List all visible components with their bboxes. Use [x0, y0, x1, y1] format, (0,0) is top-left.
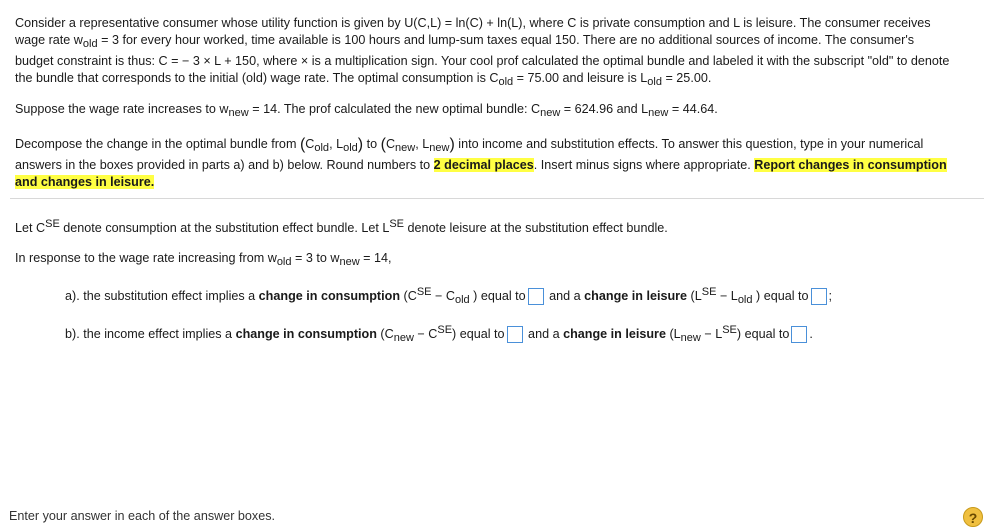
instr-text: C — [385, 137, 396, 151]
paren: ( — [380, 136, 386, 153]
subscript-new: new — [339, 256, 360, 268]
response-text: = 14, — [359, 251, 392, 265]
part-a-text: a). the substitution effect implies a — [65, 289, 259, 303]
subscript-new: new — [395, 142, 416, 154]
answer-box-b-leisure[interactable] — [791, 326, 807, 343]
superscript-se: SE — [437, 324, 453, 336]
intro-text: = 75.00 and leisure is L — [513, 71, 648, 85]
def-text: denote consumption at the substitution effect bundle. Let L — [59, 221, 390, 235]
part-a-text: and a — [545, 289, 585, 303]
help-icon[interactable]: ? — [963, 507, 983, 527]
part-b-bold-leisure: change in leisure — [563, 327, 666, 341]
part-b-bold-consumption: change in consumption — [235, 327, 377, 341]
instr-text: into income and substitution effects. To answer this question, type in your numerical — [454, 137, 924, 151]
answer-box-b-consumption[interactable] — [507, 326, 523, 343]
instr-text: . Insert minus signs where appropriate. — [533, 158, 755, 172]
intro-line-4 — [15, 70, 949, 88]
instr-text: L — [336, 137, 344, 151]
instructions-line-2 — [15, 157, 983, 174]
subscript-new: new — [540, 107, 561, 119]
instr-text: C — [305, 137, 315, 151]
instr-text: , — [329, 137, 337, 151]
def-text: Let C — [15, 221, 46, 235]
superscript-se: SE — [701, 286, 717, 298]
intro-line-1: Consider a representative consumer whose utility function is given by U(C,L) = ln(C) + ln(L), where C is private consumption and L is leisure. The consumer receives — [15, 16, 931, 30]
intro-line-3: budget constraint is thus: C = − 3 × L + 150, where × is a multiplication sign. Your cool prof calculated the optimal bundle and labeled it with the subscript "old" to denote — [15, 54, 950, 68]
paren: ) — [449, 136, 455, 153]
intro-line-2 — [15, 32, 949, 50]
instr-text: L — [422, 137, 430, 151]
part-a-text: − C — [431, 289, 455, 303]
part-a-text: ; — [828, 289, 833, 303]
subscript-old: old — [647, 76, 662, 88]
highlight-decimal-places: 2 decimal places — [433, 158, 534, 172]
highlight-report-changes: Report changes in consumption — [754, 158, 947, 172]
intro-text: = 25.00. — [661, 71, 712, 85]
subscript-old: old — [343, 142, 358, 154]
subscript-old: old — [498, 76, 514, 88]
superscript-se: SE — [722, 324, 737, 336]
part-a-text: ) equal to — [469, 289, 526, 303]
part-b-text: (C — [376, 327, 394, 341]
part-b-text: ) equal to — [452, 327, 505, 341]
part-b — [65, 326, 813, 344]
instr-text: answers in the boxes provided in parts a) and b) below. Round numbers to — [15, 158, 434, 172]
footer-instruction: Enter your answer in each of the answer boxes. — [9, 509, 276, 523]
part-b-text: (L — [665, 327, 681, 341]
subscript-new: new — [393, 332, 414, 344]
instr-text: Decompose the change in the optimal bundle from — [15, 137, 300, 151]
wage-text: Suppose the wage rate increases to w — [15, 102, 229, 116]
superscript-se: SE — [389, 218, 405, 230]
wage-text: = 44.64. — [668, 102, 718, 116]
part-a-text: (C — [400, 289, 417, 303]
highlight-changes-leisure: and changes in leisure. — [15, 175, 155, 189]
subscript-old: old — [276, 256, 292, 268]
answer-box-a-consumption[interactable] — [528, 288, 544, 305]
subscript-new: new — [429, 142, 450, 154]
part-a-text: (L — [687, 289, 702, 303]
part-b-text: − C — [413, 327, 438, 341]
part-a — [65, 288, 832, 306]
wage-text: = 14. The prof calculated the new optimal bundle: C — [248, 102, 541, 116]
subscript-new: new — [648, 107, 669, 119]
paren: ( — [299, 136, 306, 153]
part-b-text: ) equal to — [736, 327, 790, 341]
instructions — [15, 135, 983, 191]
part-a-text: ) equal to — [752, 289, 809, 303]
part-b-text: . — [809, 327, 813, 341]
problem-intro — [15, 15, 949, 88]
part-b-text: − L — [700, 327, 723, 341]
part-b-text: and a — [524, 327, 564, 341]
subscript-old: old — [82, 38, 98, 50]
wage-text: = 624.96 and L — [560, 102, 649, 116]
instr-text: , — [415, 137, 423, 151]
def-text: denote leisure at the substitution effect bundle. — [404, 221, 668, 235]
intro-text: = 3 for every hour worked, time available is 100 hours and lump-sum taxes equal 150. There are no additional sources of income. The consumer's — [97, 33, 915, 47]
part-a-bold-consumption: change in consumption — [258, 289, 401, 303]
subscript-new: new — [228, 107, 249, 119]
intro-text: wage rate w — [15, 33, 83, 47]
paren: ) — [357, 136, 364, 153]
instr-text: to — [363, 137, 381, 151]
se-definition — [15, 220, 668, 238]
section-divider — [10, 198, 984, 199]
subscript-old: old — [454, 294, 470, 306]
superscript-se: SE — [45, 218, 60, 230]
subscript-new: new — [680, 332, 701, 344]
part-b-text: b). the income effect implies a — [65, 327, 236, 341]
wage-change-line — [15, 101, 718, 119]
instructions-line-1 — [15, 135, 983, 154]
part-a-text: − L — [716, 289, 738, 303]
response-text: In response to the wage rate increasing from w — [15, 251, 277, 265]
intro-text: the bundle that corresponds to the initial (old) wage rate. The optimal consumption is C — [15, 71, 499, 85]
instructions-line-3 — [15, 174, 983, 191]
answer-box-a-leisure[interactable] — [811, 288, 827, 305]
response-line — [15, 250, 392, 268]
superscript-se: SE — [416, 286, 432, 298]
part-a-bold-leisure: change in leisure — [584, 289, 688, 303]
subscript-old: old — [314, 142, 330, 154]
subscript-old: old — [737, 294, 753, 306]
response-text: = 3 to w — [291, 251, 340, 265]
